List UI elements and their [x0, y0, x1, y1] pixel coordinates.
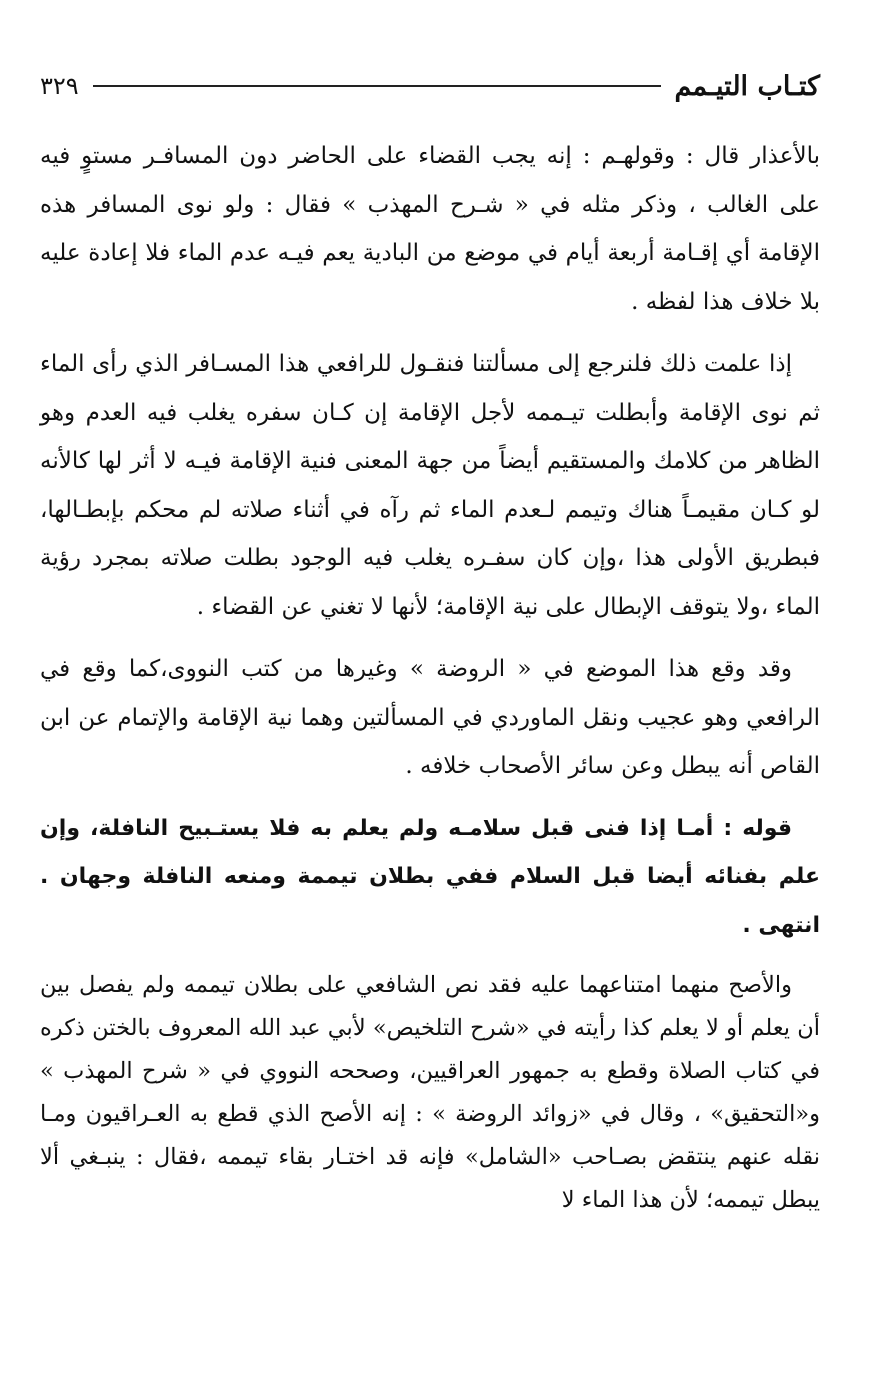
chapter-title: كتـاب التيـمم — [674, 70, 820, 102]
document-page — [40, 62, 820, 1236]
page-number: ٣٢٩ — [40, 72, 79, 100]
paragraph-2: إذا علمت ذلك فلنرجع إلى مسألتنا فنقـول للرافعي هذا المسـافر الذي رأى الماء ثم نوى الإقامة وأبطلت تيـممه لأجل الإقامة إن كـان سفره يغلب فيه العدم وهو الظاهر من كلامك والمستقيم أيضاً من جهة المعنى فنية الإقامة فيـه لا أثر لها كالأنه لو كـان مقيمـاً هناك وتيمم لـعدم الماء ثم رآه في أثناء صلاته لم محكم بإبطـالها، فبطريق الأولى هذا ،وإن كان سفـره يغلب فيه الوجود بطلت صلاته بمجرد رؤية الماء ،ولا يتوقف الإبطال على نية الإقامة؛ لأنها لا تغني عن القضاء . — [40, 351, 820, 620]
paragraph-1: بالأعذار قال : وقولهـم : إنه يجب القضاء على الحاضر دون المسافـر مستوٍ فيه على الغالب ، وذكر مثله في « شـرح المهذب » فقال : ولو نوى المسافر هذه الإقامة أي إقـامة أربعة أيام في موضع من البادية يعم فيـه عدم الماء فلا إعادة عليه بلا خلاف هذا لفظه . — [40, 143, 820, 315]
paragraph-3: وقد وقع هذا الموضع في « الروضة » وغيرها من كتب النووى،كما وقع في الرافعي وهو عجيب ونقل الماوردي في المسألتين وهما نية الإقامة والإتمام عن ابن القاص أنه يبطل وعن سائر الأصحاب خلافه . — [40, 656, 820, 779]
paragraph-4-quote: قوله : أمـا إذا فنى قبل سلامـه ولم يعلم به فلا يستـبيح النافلة، وإن علم بفنائه أيضا قبل السلام ففي بطلان تيممة ومنعه النافلة وجهان . انتهى . — [40, 815, 820, 938]
header-rule — [93, 85, 661, 87]
running-header — [40, 62, 820, 110]
paragraph-5: والأصح منهما امتناعهما عليه فقد نص الشافعي على بطلان تيممه ولم يفصل بين أن يعلم أو لا يعلم كذا رأيته في «شرح التلخيص» لأبي عبد الله المعروف بالختن ذكره في كتاب الصلاة وقطع به جمهور العراقيين، وصححه النووي في « شرح المهذب » و«التحقيق» ، وقال في «زوائد الروضة » : إنه الأصح الذي قطع به العـراقيون ومـا نقله عنهم ينتقض بصـاحب «الشامل» فإنه قد اختـار بقاء تيممه ،فقال : ينبـغي ألا يبطل تيممه؛ لأن هذا الماء لا — [40, 972, 820, 1213]
